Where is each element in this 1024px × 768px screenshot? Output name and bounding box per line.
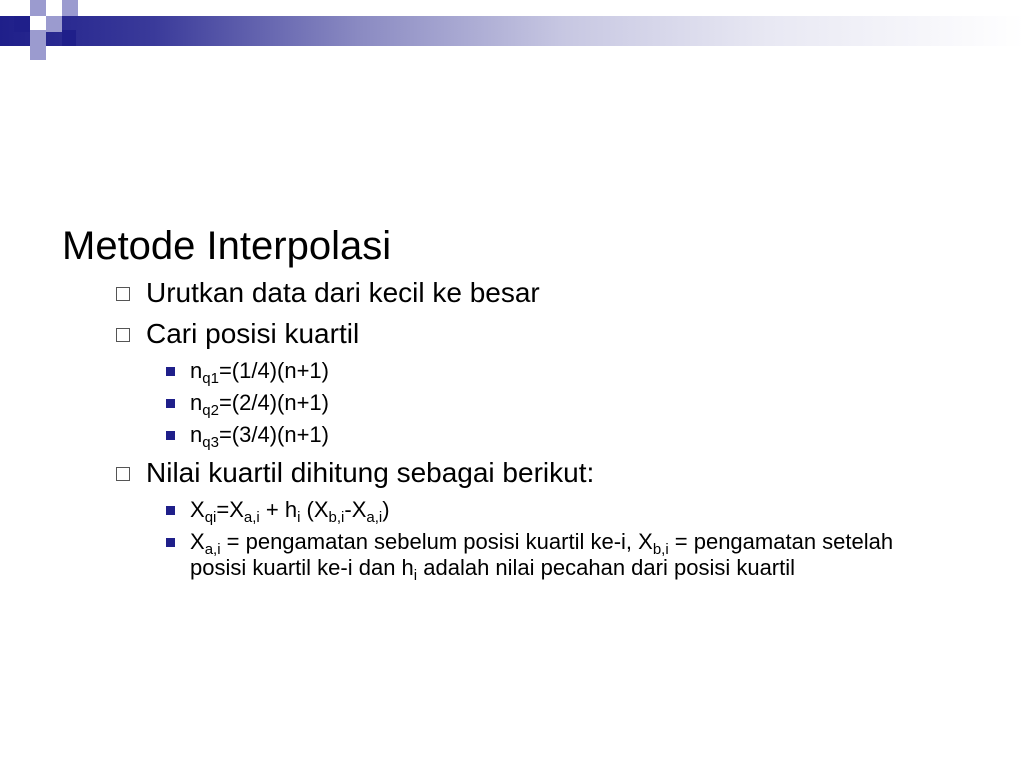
formula-text: =(1/4)(n+1): [218, 358, 329, 383]
formula-subscript: a,i: [366, 509, 383, 526]
filled-square-bullet-icon: [166, 399, 175, 408]
slide-title: Metode Interpolasi: [62, 224, 392, 268]
header-square-navy: [14, 16, 30, 32]
formula-var: n: [190, 390, 203, 415]
hollow-square-bullet-icon: [116, 467, 130, 481]
filled-square-bullet-icon: [166, 506, 175, 515]
formula-subscript: q3: [202, 434, 219, 451]
formula-text: =(2/4)(n+1): [218, 390, 329, 415]
filled-square-bullet-icon: [166, 367, 175, 376]
header-square-lilac: [62, 0, 78, 16]
formula-text: X: [190, 529, 205, 554]
formula-text: (X: [300, 497, 329, 522]
formula-text: X: [190, 497, 205, 522]
formula-text: =(3/4)(n+1): [218, 422, 329, 447]
formula-var: n: [190, 422, 203, 447]
formula-text: -X: [344, 497, 367, 522]
bullet-item: [62, 276, 962, 309]
sub-bullet-item: [62, 390, 962, 419]
formula-subscript: a,i: [204, 541, 221, 558]
formula-subscript: i: [413, 567, 418, 584]
bullet-text: Urutkan data dari kecil ke besar: [146, 277, 540, 308]
bullet-item: [62, 456, 962, 489]
header-gradient-band: [0, 16, 1024, 46]
bullet-text: Nilai kuartil dihitung sebagai berikut:: [146, 457, 595, 488]
filled-square-bullet-icon: [166, 431, 175, 440]
header-square-white: [30, 16, 46, 30]
formula-subscript: i: [297, 509, 301, 526]
sub-bullet-item: [62, 422, 962, 451]
header-square-lilac: [30, 0, 46, 16]
formula-subscript: q2: [202, 402, 219, 419]
bullet-item: [62, 317, 962, 350]
formula-text: + h: [259, 497, 298, 522]
header-square-lilac: [46, 16, 62, 32]
sub-bullet-item: [62, 529, 910, 584]
formula-subscript: a,i: [243, 509, 260, 526]
bullet-text: Cari posisi kuartil: [146, 318, 360, 349]
definition-text: = pengamatan sebelum posisi kuartil ke-i, X: [220, 529, 653, 554]
header-square-navy: [62, 30, 76, 46]
slide-content: [62, 222, 962, 584]
sub-bullet-item: [62, 358, 962, 387]
definition-text: = pengamatan setelah posisi kuartil ke-i dan h: [190, 529, 894, 580]
formula-text: =X: [216, 497, 244, 522]
header-square-lilac: [30, 30, 46, 46]
formula-text: ): [382, 497, 390, 522]
formula-var: n: [190, 358, 203, 383]
formula-subscript: b,i: [652, 541, 669, 558]
formula-subscript: qi: [204, 509, 217, 526]
sub-bullet-item: [62, 497, 962, 526]
hollow-square-bullet-icon: [116, 287, 130, 301]
hollow-square-bullet-icon: [116, 328, 130, 342]
filled-square-bullet-icon: [166, 538, 175, 547]
formula-subscript: q1: [202, 370, 219, 387]
definition-text: adalah nilai pecahan dari posisi kuartil: [417, 555, 796, 580]
formula-subscript: b,i: [328, 509, 345, 526]
header-square-lilac: [30, 46, 46, 60]
